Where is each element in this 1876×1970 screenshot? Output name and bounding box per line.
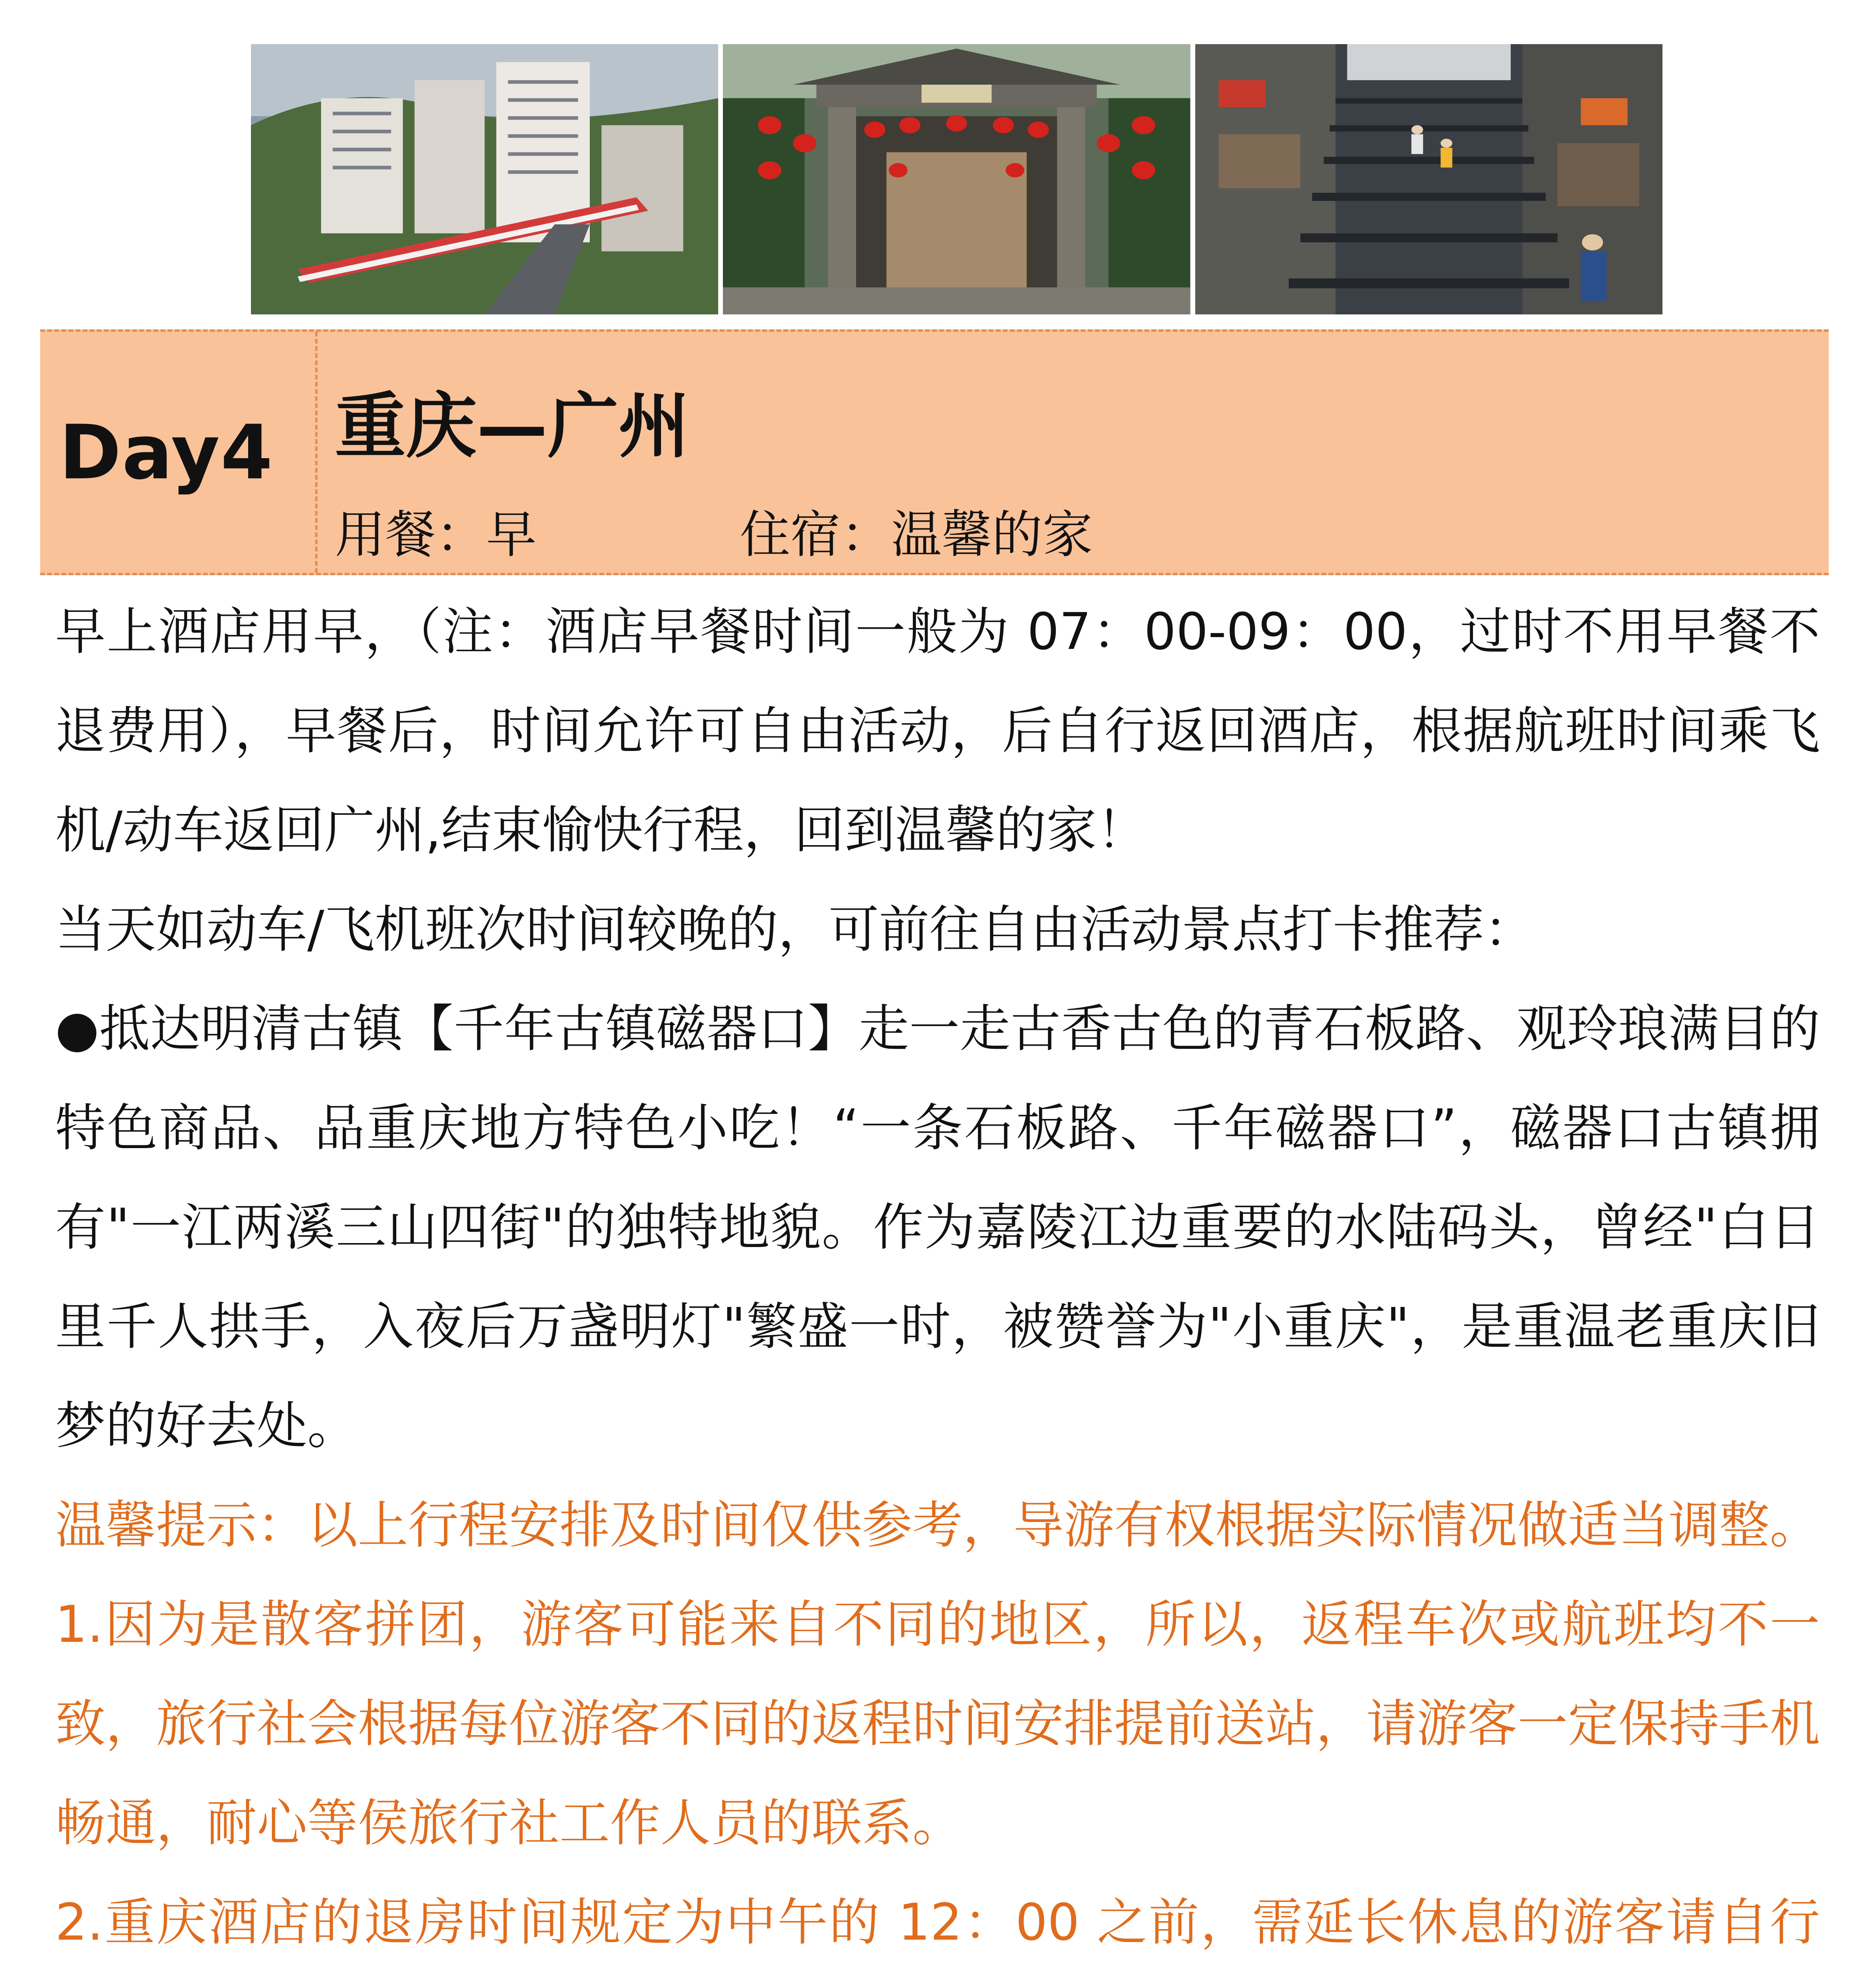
free-activity-intro: 当天如动车/飞机班次时间较晚的，可前往自由活动景点打卡推荐： xyxy=(55,900,1535,959)
photo-strip xyxy=(251,44,1662,314)
itinerary-content xyxy=(55,582,1820,1970)
stay-info: 住宿：温馨的家 xyxy=(740,506,1093,564)
ciqikou-recommendation: ●抵达明清古镇【千年古镇磁器口】走一走古香古色的青石板路、观玲琅满目的特色商品、品重庆地方特色小吃！“一条石板路、千年磁器口”，磁器口古镇拥有"一江两溪三山四街"的独特地貌。作为嘉陵江边重要的水陆码头，曾经"白日里千人拱手，入夜后万盏明灯"繁盛一时，被赞誉为"小重庆"，是重温老重庆旧梦的好去处。 xyxy=(55,1000,1820,1455)
morning-schedule-paragraph: 早上酒店用早，（注：酒店早餐时间一般为 07：00-09：00，过时不用早餐不退费用），早餐后，时间允许可自由活动，后自行返回酒店，根据航班时间乘飞机/动车返回广州,结束愉快行程，回到温馨的家！ xyxy=(55,602,1820,860)
ciqikou-ancient-gate-photo xyxy=(723,44,1190,314)
day-header xyxy=(40,329,1829,575)
mountain-city-stairs-photo xyxy=(1195,44,1662,314)
warm-tip-1: 1.因为是散客拼团，游客可能来自不同的地区，所以，返程车次或航班均不一致，旅行社会根据每位游客不同的返程时间安排提前送站，请游客一定保持手机畅通，耐心等侯旅行社工作人员的联系。 xyxy=(55,1595,1820,1853)
warm-tip-2: 2.重庆酒店的退房时间规定为中午的 12：00 之前，需延长休息的游客请自行 xyxy=(55,1893,1820,1952)
route-title: 重庆—广州 xyxy=(335,385,690,468)
day-label: Day4 xyxy=(59,409,274,496)
meals-info: 用餐：早 xyxy=(335,506,537,564)
warm-tips-intro: 温馨提示：以上行程安排及时间仅供参考，导游有权根据实际情况做适当调整。 xyxy=(55,1496,1820,1555)
day-divider xyxy=(315,332,318,573)
monorail-through-building-photo xyxy=(251,44,718,314)
